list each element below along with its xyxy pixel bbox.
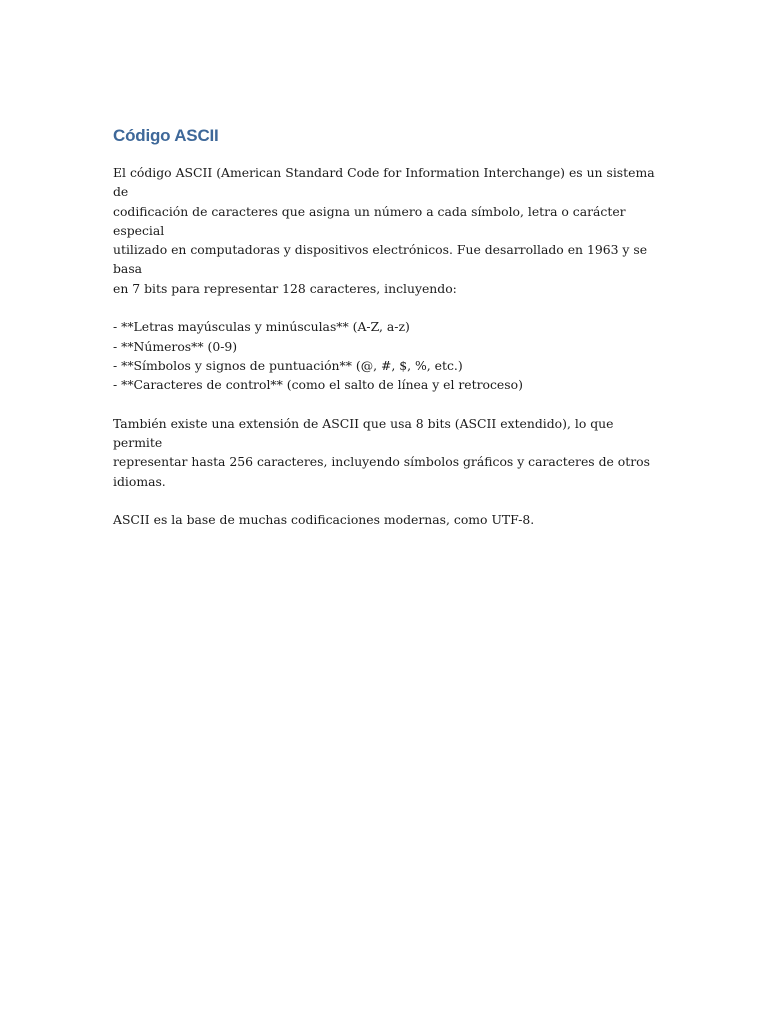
document-title: Código ASCII [113,126,219,145]
character-types-list [113,317,658,394]
list-item: - **Símbolos y signos de puntuación** (@, #, $, %, etc.) [113,357,463,373]
closing-paragraph [113,510,658,529]
paragraph-spacer [113,491,658,510]
list-item: - **Letras mayúsculas y minúsculas** (A-Z, a-z) [113,319,410,335]
extended-line: También existe una extensión de ASCII que usa 8 bits (ASCII extendido), lo que permite [113,415,614,451]
intro-line: en 7 bits para representar 128 caracteres, incluyendo: [113,280,457,296]
extended-line: idiomas. [113,473,166,489]
paragraph-spacer [113,395,658,414]
intro-line: codificación de caracteres que asigna un número a cada símbolo, letra o carácter especial [113,203,626,238]
extended-ascii-paragraph [113,414,658,491]
list-item: - **Números** (0-9) [113,338,238,354]
paragraph-spacer [113,298,658,317]
intro-line: utilizado en computadoras y dispositivos electrónicos. Fue desarrollado en 1963 y se basa [113,242,648,277]
list-item: - **Caracteres de control** (como el salto de línea y el retroceso) [113,377,523,393]
intro-paragraph [113,163,658,298]
closing-line: ASCII es la base de muchas codificaciones modernas, como UTF-8. [113,512,535,528]
intro-line: El código ASCII (American Standard Code for Information Interchange) es un sistema de [113,165,655,200]
extended-line: representar hasta 256 caracteres, incluyendo símbolos gráficos y caracteres de otros [113,454,650,470]
document-body [113,124,658,530]
